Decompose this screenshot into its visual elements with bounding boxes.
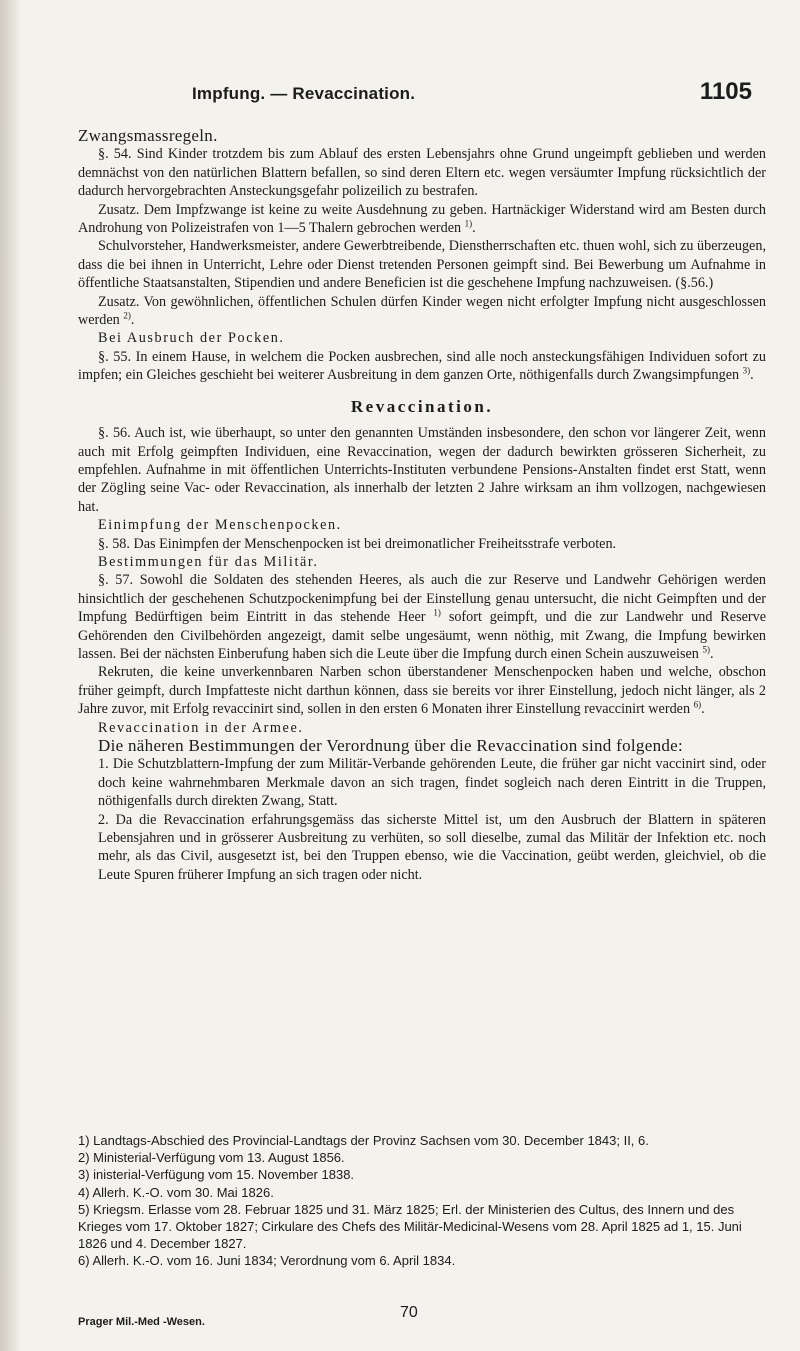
footnote: 6) Allerh. K.-O. vom 16. Juni 1834; Verordnung vom 6. April 1834. (78, 1253, 456, 1269)
running-head (0, 78, 800, 108)
footnote-ref: 1) (464, 218, 473, 229)
section-title: Revaccination. (350, 396, 494, 416)
footnote: 5) Kriegsm. Erlasse vom 28. Februar 1825 und 31. März 1825; Erl. der Ministerien des Cultus, des Innern und des Krieges vom 17. Oktober 1827; Cirkulare des Chefs des Militär-Medicinal-Wesens vom 28. April 1825 ad 1, 15. Juni 1826 und 4. December 1827. (78, 1201, 742, 1252)
subheading-einimpfung: Einimpfung der Menschenpocken. (98, 517, 342, 534)
printer-signature: Prager Mil.-Med -Wesen. (78, 1316, 205, 1328)
subheading-armee: Revaccination in der Armee. (98, 719, 304, 736)
subheading-pocken: Bei Ausbruch der Pocken. (98, 330, 285, 347)
main-text (78, 127, 766, 884)
footnote: 2) Ministerial-Verfügung vom 13. August 1856. (78, 1150, 345, 1166)
footnote: 3) inisterial-Verfügung vom 15. November 1838. (78, 1167, 355, 1183)
paragraph-56: §. 56. Auch ist, wie überhaupt, so unter den genannten Umständen insbesondere, den schon vor längerer Zeit, wenn auch mit Erfolg geimpften Individuen, eine Revaccination, wegen der dadurch bewirkten grösseren Sicherheit, zu empfehlen. Aufnahme in mit öffentlichen Unterrichts-Instituten verbundene Pensions-Anstalten findet erst Statt, wenn der Zögling seine Vac- oder Revaccination, als innerhalb der letzten 2 Jahre wirksam an ihm vollzogen, nachgewiesen hat. (78, 425, 766, 515)
signature-number: 70 (400, 1304, 418, 1321)
paragraph-58: §. 58. Das Einimpfen der Menschenpocken ist bei dreimonatlicher Freiheitsstrafe verboten. (98, 535, 617, 552)
running-head-title: Impfung. — Revaccination. (192, 84, 416, 103)
subheading-zwangsmassregeln: Zwangsmassregeln. (78, 126, 218, 145)
page-number: 1105 (699, 78, 752, 105)
list-item: 1. Die Schutzblattern-Impfung der zum Militär-Verbande gehörenden Leute, die früher gar nicht vaccinirt sind, oder doch keine wahrnehmbaren Merkmale davon an sich tragen, findet sogleich nach deren Eintritt in die Truppen, nöthigenfalls durch direkten Zwang, Statt. (98, 756, 766, 810)
footnote: 1) Landtags-Abschied des Provincial-Landtags der Provinz Sachsen vom 30. December 1843; II, 6. (78, 1133, 649, 1148)
footnote-ref: 1) (433, 607, 441, 618)
list-item: 2. Da die Revaccination erfahrungsgemäss das sicherste Mittel ist, um den Ausbruch der Blattern in späteren Lebensjahren und in grösserer Ausbreitung zu verhüten, so soll dieselbe, zumal das Militär der Infektion etc. noch mehr, als das Civil, ausgesetzt ist, bei den Truppen ebenso, wie die Vaccination, geübt werden, gleichviel, ob die Leute Spuren früherer Impfung an sich tragen oder nicht. (98, 811, 766, 883)
paragraph-55: §. 55. In einem Hause, in welchem die Pocken ausbrechen, sind alle noch ansteckungsfähigen Individuen sofort zu impfen; ein Gleiches geschieht bei weiterer Ausbreitung in dem ganzen Orte, nöthigenfalls durch Zwangsimpfungen $^{3)}$. (78, 348, 766, 384)
footnote-ref: 3) (742, 365, 751, 376)
footnote: 4) Allerh. K.-O. vom 30. Mai 1826. (78, 1184, 274, 1200)
paragraph-54: §. 54. Sind Kinder trotzdem bis zum Ablauf des ersten Lebensjahrs ohne Grund ungeimpft geblieben und werden demnächst von den natürlichen Blattern befallen, so sind deren Eltern etc. wegen versäumter Impfung rücksichtlich der dadurch hervorgebrachten Ansteckungsgefahr polizeilich zu bestrafen. (78, 146, 766, 200)
footnote-ref: 6) (693, 699, 702, 710)
paragraph-schulvorsteher: Schulvorsteher, Handwerksmeister, andere Gewerbtreibende, Dienstherrschaften etc. thuen wohl, sich zu überzeugen, dass die bei ihnen in Unterricht, Lehre oder Dienst tretenden Personen geimpft sind. Bei Bewerbung um Aufnahme in öffentliche Staatsanstalten, Stipendien und andere Beneficien ist die geschehene Impfung nachzuweisen. (§.56.) (78, 238, 766, 292)
book-binding-edge (0, 0, 22, 1351)
provisions-list (78, 755, 766, 884)
footnotes (78, 1132, 766, 1270)
paragraph-rekruten: Rekruten, die keine unverkennbaren Narben schon überstandener Menschenpocken haben und welche, obschon früher geimpft, durch Impfatteste nicht darthun können, dass sie bereits vor ihrer Einstellung, jedoch nicht länger, als 2 Jahre zuvor, mit Erfolg revaccinirt sind, sollen in den ersten 6 Monaten ihrer Einstellung revaccinirt werden $^{6)}$. (78, 664, 766, 718)
subheading-militaer: Bestimmungen für das Militär. (98, 553, 319, 570)
footnote-ref: 2) (123, 310, 131, 321)
paragraph-57: §. 57. Sowohl die Soldaten des stehenden Heeres, als auch die zur Reserve und Landwehr Gehörigen werden hinsichtlich der geschehenen Schutzpockenimpfung bei der Einstellung genau untersucht, die nicht Geimpften und der Impfung Bedürftigen beim Eintritt in das stehende Heer $^{1)}$ sofort geimpft, und die zur Landwehr und Reserve Gehörenden den Civilbehörden angezeigt, damit selbe ungesäumt, wenn nöthig, mit Zwang, die Impfung bewirken lassen. Bei der nächsten Einberufung haben sich die Leute über die Impfung durch einen Schein auszuweisen $^{5)}$. (78, 572, 766, 662)
zusatz-1: Zusatz. Dem Impfzwange ist keine zu weite Ausdehnung zu geben. Hartnäckiger Widerstand wird am Besten durch Androhung von Polizeistrafen von 1—5 Thalern gebrochen werden $^{1)}$. (78, 201, 766, 237)
paragraph-verordnung: Die näheren Bestimmungen der Verordnung über die Revaccination sind folgende: (98, 736, 684, 755)
footnote-ref: 5) (702, 644, 710, 655)
zusatz-2: Zusatz. Von gewöhnlichen, öffentlichen Schulen dürfen Kinder wegen nicht erfolgter Impfung nicht ausgeschlossen werden $^{2)}$. (78, 293, 766, 329)
